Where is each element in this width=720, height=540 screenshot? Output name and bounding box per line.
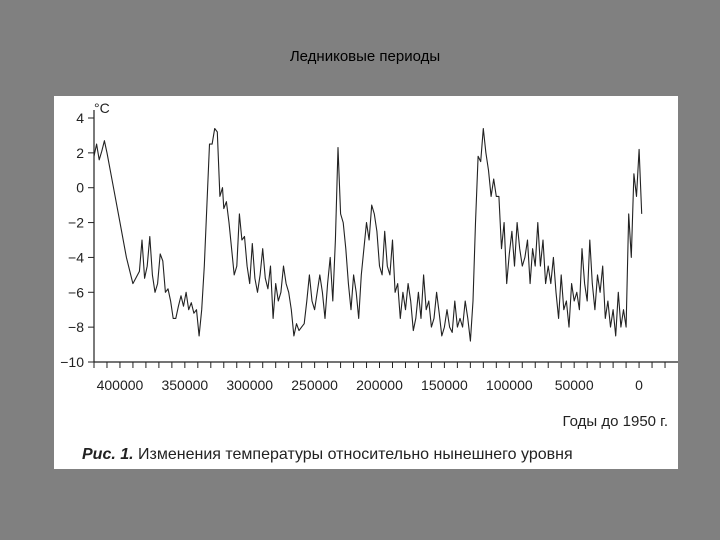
y-tick-label: −8 — [68, 319, 84, 336]
y-tick-label: 4 — [76, 110, 84, 126]
x-tick-label: 100000 — [485, 377, 533, 393]
x-tick-label: 150000 — [421, 377, 468, 393]
x-tick-label: 0 — [635, 377, 643, 393]
temperature-series-line — [94, 129, 642, 342]
x-axis-ticks — [94, 362, 665, 393]
x-tick-label: 250000 — [291, 377, 338, 393]
y-axis-ticks — [60, 110, 94, 370]
slide-title: Ледниковые периоды — [289, 48, 441, 65]
caption-text: Изменения температуры относительно нынешнего уровня — [138, 446, 573, 463]
y-axis-label: °С — [94, 100, 110, 116]
x-tick-label: 400000 — [96, 377, 144, 393]
figure-panel — [54, 96, 678, 469]
caption-prefix: Рис. 1. — [82, 446, 134, 463]
x-tick-label: 50000 — [554, 377, 594, 393]
x-tick-label: 300000 — [226, 377, 274, 393]
x-tick-label: 200000 — [356, 377, 403, 393]
x-axis-label: Годы до 1950 г. — [562, 413, 668, 430]
x-tick-label: 350000 — [161, 377, 209, 393]
y-tick-label: −10 — [60, 354, 84, 370]
y-tick-label: −2 — [68, 214, 84, 231]
temperature-chart — [54, 96, 678, 446]
chart-axes — [94, 110, 678, 362]
y-tick-label: −6 — [68, 284, 84, 301]
figure-caption — [82, 446, 672, 464]
y-tick-label: −4 — [68, 249, 84, 266]
series-group — [94, 129, 642, 342]
y-tick-label: 2 — [76, 144, 84, 161]
y-tick-label: 0 — [76, 179, 84, 196]
